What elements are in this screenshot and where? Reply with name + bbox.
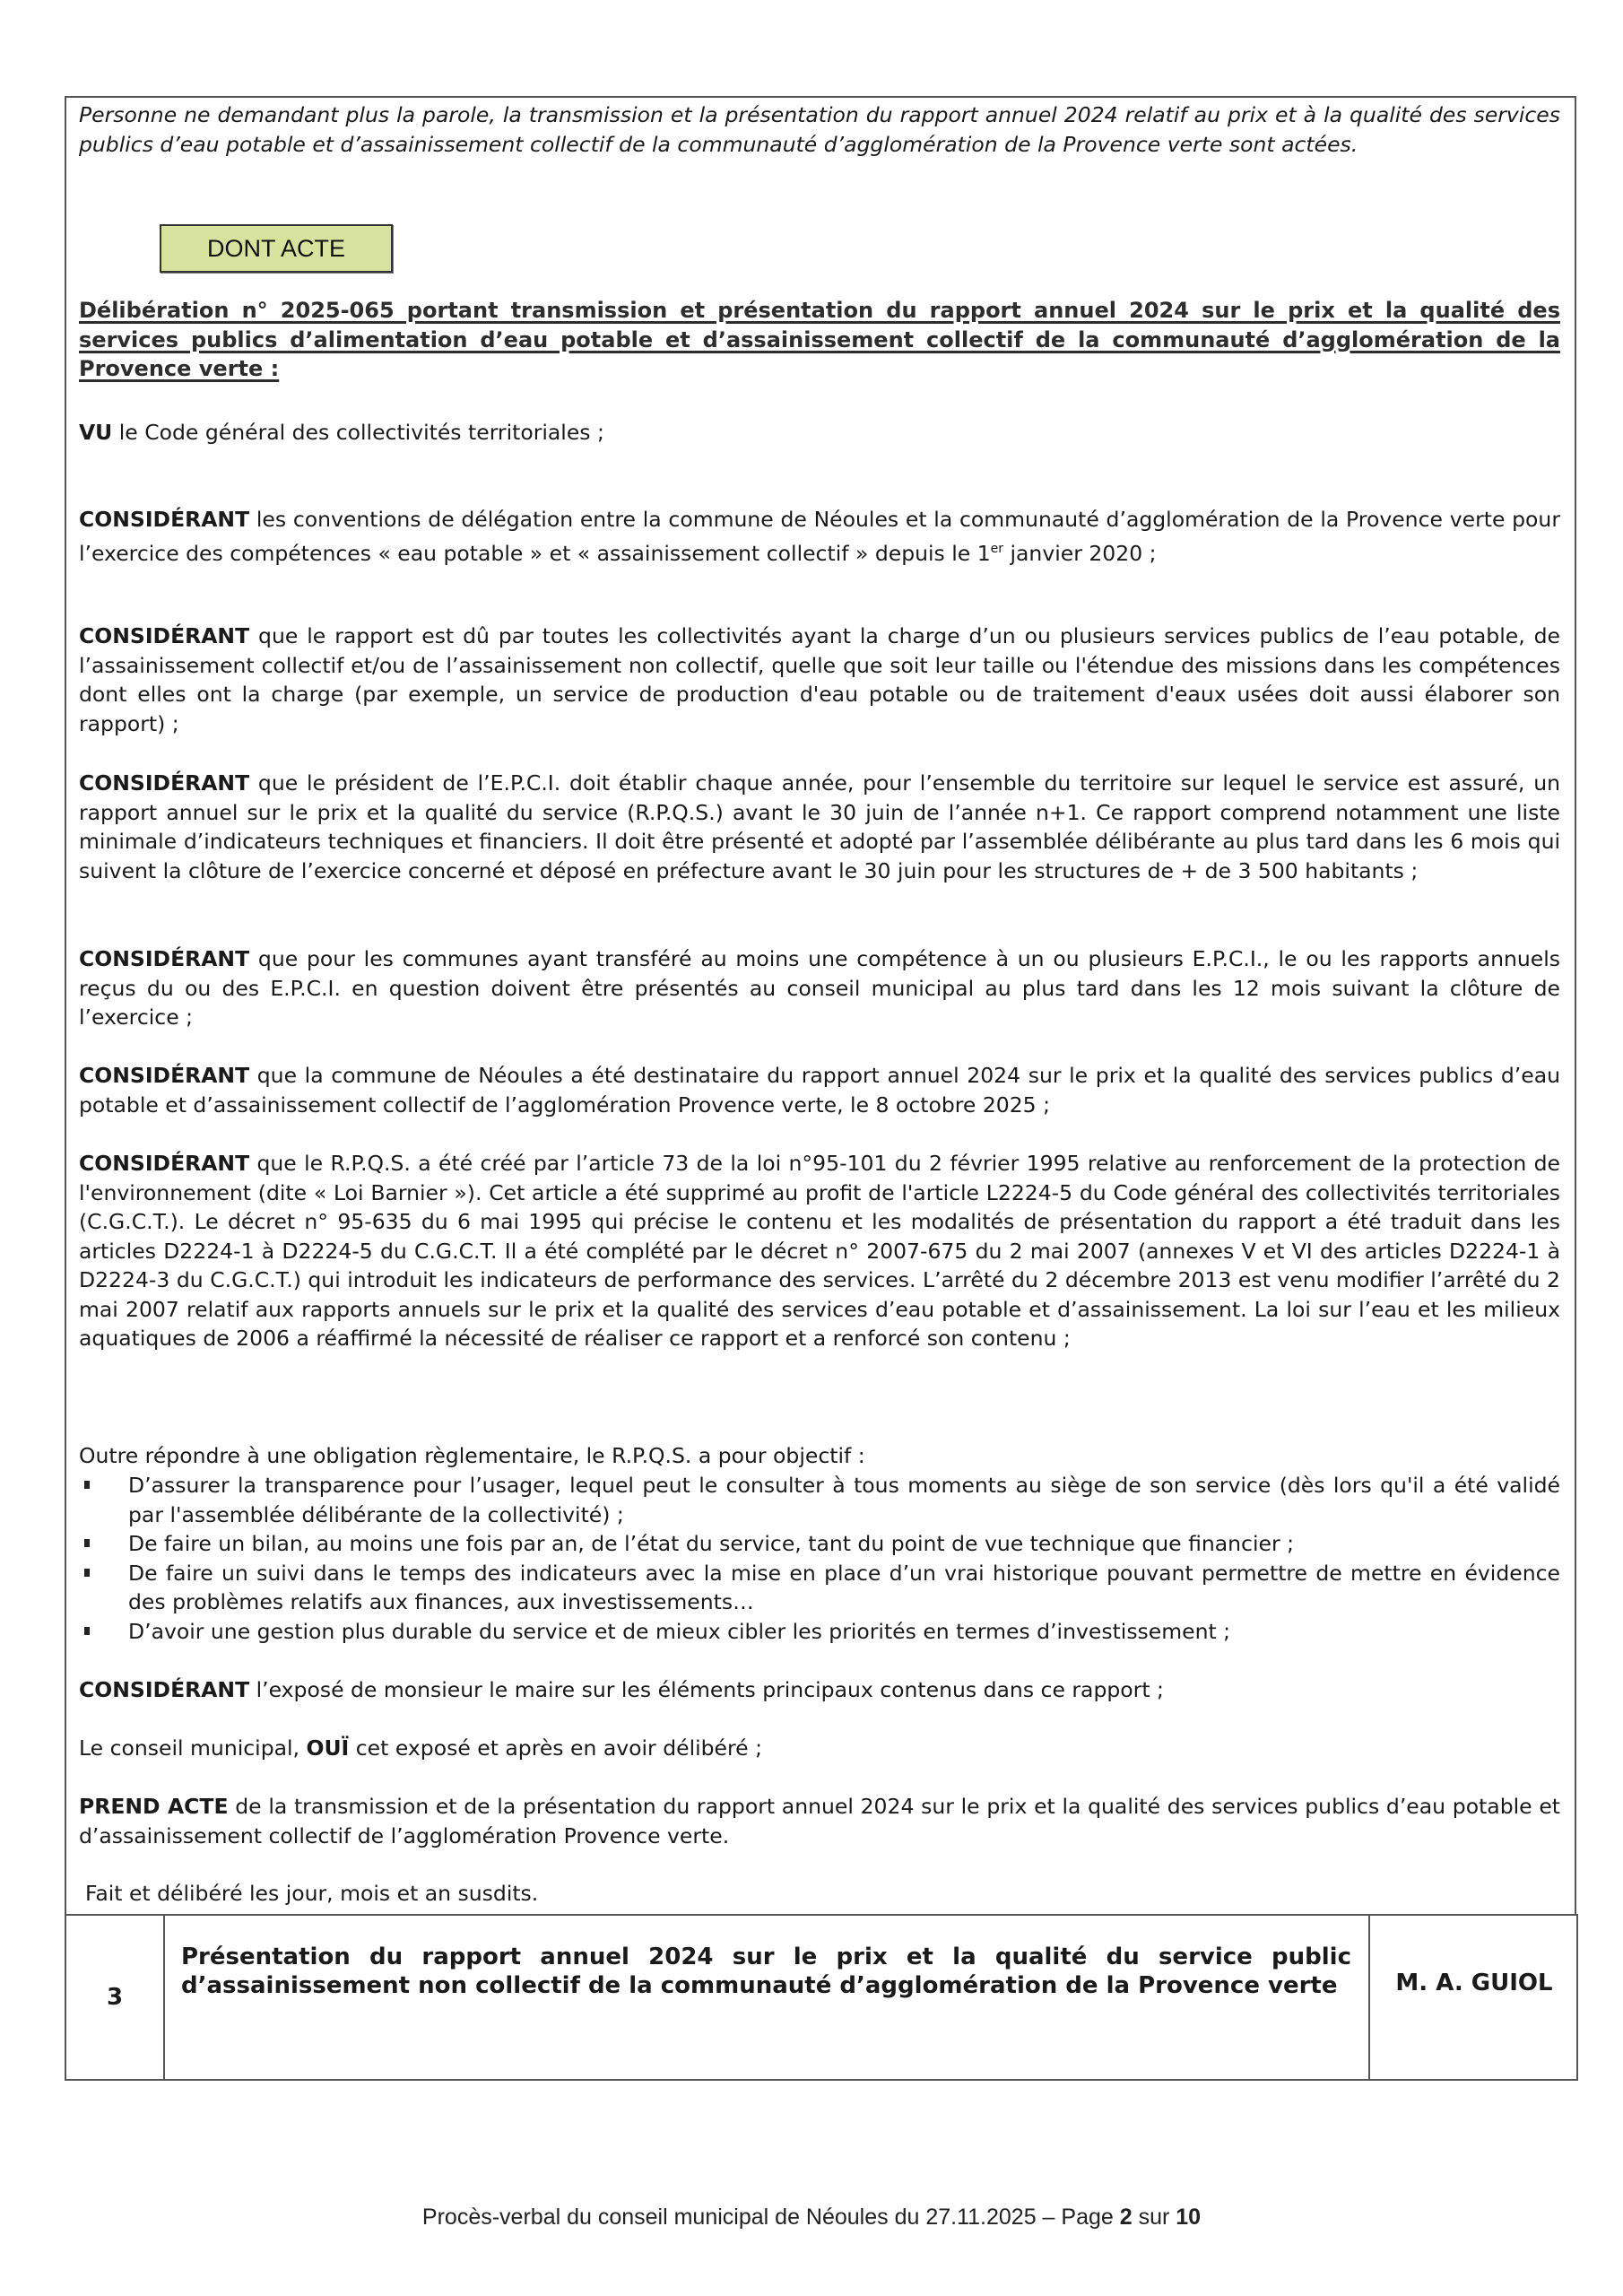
list-item: [79, 1617, 1560, 1647]
footer-text: Procès-verbal du conseil municipal de Néoules du 27.11.2025 – Page: [421, 2205, 1120, 2230]
council-paragraph: [79, 1734, 1560, 1763]
superscript: er: [990, 541, 1004, 556]
considerant-text: que pour les communes ayant transféré au moins une compétence à un ou plusieurs E.P.C.I., le ou les rapports annuels reçus du ou des E.P.C.I. en question doivent être présentés au conseil municipal au plus tard dans les 12 mois suivant la clôture de l’exercice ;: [79, 946, 1560, 1030]
list-item-text: D’assurer la transparence pour l’usager, lequel peut le consulter à tous moments au siège de son service (dès lors qu'il a été validé par l'assemblée délibérante de la collectivité) ;: [128, 1473, 1560, 1527]
list-item: [79, 1471, 1560, 1529]
list-item-text: De faire un bilan, au moins une fois par an, de l’état du service, tant du point de vue technique que financier ;: [128, 1531, 1295, 1556]
considerant-text: que le rapport est dû par toutes les collectivités ayant la charge d’un ou plusieurs services publics de l’eau potable, de l’assainissement collectif et/ou de l’assainissement non collectif, quelle que soit leur taille ou l'étendue des missions dans les compétences dont elles ont la charge (par exemple, un service de production d'eau potable ou de traitement d'eaux usées doit aussi élaborer son rapport) ;: [79, 623, 1560, 736]
considerant-1: [79, 505, 1560, 568]
council-text: cet exposé et après en avoir délibéré ;: [349, 1735, 762, 1761]
agenda-item-speaker: M. A. GUIOL: [1368, 1916, 1578, 2079]
objectives-intro: Outre répondre à une obligation règlementaire, le R.P.Q.S. a pour objectif :: [79, 1443, 865, 1468]
footer-page-number: 2: [1119, 2205, 1133, 2230]
list-item-text: D’avoir une gestion plus durable du service et de mieux cibler les priorités en termes d’investissement ;: [128, 1618, 1231, 1644]
closing-text: Fait et délibéré les jour, mois et an susdits.: [85, 1881, 539, 1906]
vu-paragraph: [79, 418, 1560, 448]
footer-sep: sur: [1132, 2205, 1176, 2230]
council-lead: OUÏ: [306, 1735, 350, 1761]
list-item-text: De faire un suivi dans le temps des indicateurs avec la mise en place d’un vrai historique pouvant permettre de mettre en évidence des problèmes relatifs aux finances, aux investissements…: [128, 1560, 1560, 1614]
considerant-lead: CONSIDÉRANT: [79, 1677, 250, 1702]
considerant-tail: janvier 2020 ;: [1003, 540, 1157, 566]
considerant-text: que le R.P.Q.S. a été créé par l’article 73 de la loi n°95-101 du 2 février 1995 relative au renforcement de la protection de l'environnement (dite « Loi Barnier »). Cet article a été supprimé au profit de l'article L2224-5 du Code général des collectivités territoriales (C.G.C.T.). Le décret n° 95-635 du 6 mai 1995 qui précise le contenu et les modalités de présentation du rapport a été traduit dans les articles D2224-1 à D2224-5 du C.G.C.T. Il a été complété par le décret n° 2007-675 du 2 mai 2007 (annexes V et VI des articles D2224-1 à D2224-3 du C.G.C.T.) qui introduit les indicateurs de performance des services. L’arrêté du 2 décembre 2013 est venu modifier l’arrêté du 2 mai 2007 relatif aux rapports annuels sur le prix et la qualité des services d’eau potable et d’assainissement. La loi sur l’eau et les milieux aquatiques de 2006 a réaffirmé la nécessité de réaliser ce rapport et a renforcé son contenu ;: [79, 1151, 1560, 1351]
considerant-lead: CONSIDÉRANT: [79, 507, 250, 532]
list-item: [79, 1529, 1560, 1559]
agenda-row: [65, 1914, 1578, 2081]
footer-page-total: 10: [1176, 2205, 1202, 2230]
vu-text: le Code général des collectivités territoriales ;: [112, 420, 604, 445]
decision-lead: PREND ACTE: [79, 1794, 229, 1819]
considerant-text: l’exposé de monsieur le maire sur les éléments principaux contenus dans ce rapport ;: [249, 1677, 1164, 1702]
considerant-text: que le président de l’E.P.C.I. doit établir chaque année, pour l’ensemble du territoire sur lequel le service est assuré, un rapport annuel sur le prix et la qualité du service (R.P.Q.S.) avant le 30 juin de l’année n+1. Ce rapport comprend notamment une liste minimale d’indicateurs techniques et financiers. Il doit être présenté et adopté par l’assemblée délibérante au plus tard dans les 6 mois qui suivent la clôture de l’exercice concerné et déposé en préfecture avant le 30 juin pour les structures de + de 3 500 habitants ;: [79, 770, 1560, 883]
considerant-2: [79, 622, 1560, 738]
page-footer: [0, 2205, 1623, 2231]
considerant-lead: CONSIDÉRANT: [79, 770, 250, 796]
agenda-item-number: 3: [66, 1916, 165, 2079]
considerant-lead: CONSIDÉRANT: [79, 1063, 250, 1088]
council-pre: Le conseil municipal,: [79, 1735, 307, 1761]
considerant-text: les conventions de délégation entre la commune de Néoules et la communauté d’agglomération de la Provence verte pour l’exercice des compétences « eau potable » et « assainissement collectif » depuis le 1: [79, 507, 1560, 566]
objectives-list: [79, 1471, 1560, 1646]
considerant-4: [79, 944, 1560, 1032]
intro-paragraph: [79, 100, 1560, 159]
list-item: [79, 1559, 1560, 1617]
considerant-lead: CONSIDÉRANT: [79, 623, 250, 648]
decision-text: de la transmission et de la présentation du rapport annuel 2024 sur le prix et la qualité des services publics d’eau potable et d’assainissement collectif de l’agglomération Provence verte.: [79, 1794, 1560, 1848]
vu-lead: VU: [79, 420, 113, 445]
decision-paragraph: [79, 1792, 1560, 1850]
deliberation-title: Délibération n° 2025-065 portant transmission et présentation du rapport annuel 2024 sur le prix et la qualité des services publics d’alimentation d’eau potable et d’assainissement collectif de la communauté d’agglomération de la Provence verte :: [79, 298, 1560, 381]
dont-acte-badge: DONT ACTE: [160, 224, 393, 273]
agenda-item-title: Présentation du rapport annuel 2024 sur le prix et la qualité du service public d’assainissement non collectif de la communauté d’agglomération de la Provence verte: [181, 1944, 1351, 1999]
intro-text: Personne ne demandant plus la parole, la transmission et la présentation du rapport annuel 2024 relatif au prix et à la qualité des services publics d’eau potable et d’assainissement collectif de la communauté d’agglomération de la Provence verte sont actées.: [79, 102, 1560, 157]
considerant-5: [79, 1061, 1560, 1119]
considerant-6: [79, 1149, 1560, 1353]
considerant-3: [79, 769, 1560, 885]
considerant-lead: CONSIDÉRANT: [79, 946, 250, 971]
considerant-text: que la commune de Néoules a été destinataire du rapport annuel 2024 sur le prix et la qualité des services publics d’eau potable et d’assainissement collectif de l’agglomération Provence verte, le 8 octobre 2025 ;: [79, 1063, 1560, 1118]
considerant-lead: CONSIDÉRANT: [79, 1151, 250, 1176]
considerant-final: [79, 1675, 1560, 1705]
